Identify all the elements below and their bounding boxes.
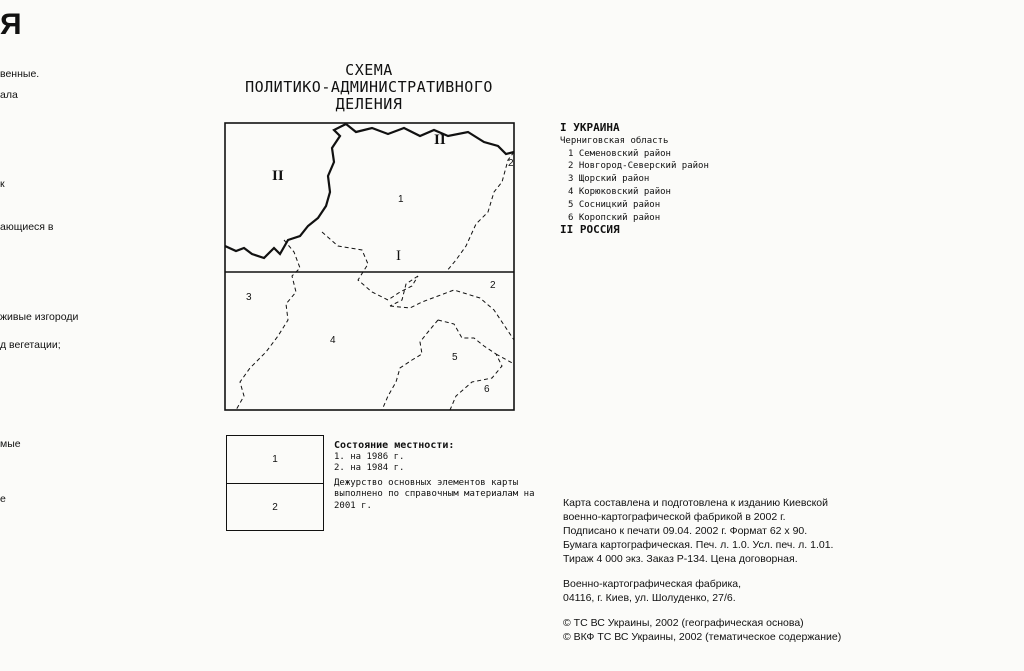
left-fragment-line: д вегетации; <box>0 339 61 351</box>
left-heading-letter: Я <box>0 8 22 41</box>
imprint-line: Подписано к печати 09.04. 2002 г. Формат 62 x 90. <box>563 525 808 537</box>
map-label-district-6: 6 <box>484 384 490 395</box>
copyright-line: © ТС ВС Украины, 2002 (географическая основа) <box>563 617 804 629</box>
state-border-west <box>225 124 346 258</box>
legend-district-item: 3 Щорский район <box>568 174 650 185</box>
map-legend <box>560 122 709 237</box>
terrain-state-cell-1: 1 <box>272 454 278 465</box>
terrain-state-item: 2. на 1984 г. <box>334 463 405 473</box>
legend-district-item: 5 Сосницкий район <box>568 199 661 210</box>
terrain-state-box <box>226 435 324 531</box>
terrain-state-item: 1. на 1986 г. <box>334 451 405 462</box>
legend-region: Черниговская область <box>560 135 669 146</box>
imprint-line: Тираж 4 000 экз. Заказ Р-134. Цена договорная. <box>563 553 798 565</box>
publisher-address-line: Военно-картографическая фабрика, <box>563 578 742 590</box>
terrain-state-cell-2: 2 <box>227 483 323 531</box>
copyright-line: © ВКФ ТС ВС Украины, 2002 (тематическое содержание) <box>563 631 842 643</box>
imprint-block <box>563 496 841 644</box>
schema-title <box>196 62 542 113</box>
state-border-north <box>346 124 514 154</box>
left-fragment-line: ала <box>0 89 18 101</box>
terrain-state-title: Состояние местности: <box>334 440 455 451</box>
left-fragment-line: живые изгороди <box>0 311 79 323</box>
legend-ukraine-header: I УКРАИНА <box>560 121 620 134</box>
publisher-address-line: 04116, г. Киев, ул. Шолуденко, 27/6. <box>563 592 736 604</box>
administrative-map <box>222 120 518 414</box>
map-label-district-2-lower: 2 <box>490 280 496 291</box>
map-label-russia-left: II <box>272 168 284 184</box>
map-frame <box>225 123 514 410</box>
district-boundaries <box>236 152 514 410</box>
left-fragment-line: к <box>0 178 5 190</box>
left-fragment-line: мые <box>0 438 21 450</box>
legend-russia-header: II РОССИЯ <box>560 223 620 237</box>
left-fragment-line: венные. <box>0 68 40 80</box>
imprint-line: Карта составлена и подготовлена к изданию Киевской <box>563 497 828 509</box>
terrain-state-note: Дежурство основных элементов карты выполнено по справочным материалам на 2001 г. <box>334 477 535 511</box>
map-label-district-5: 5 <box>452 352 458 363</box>
legend-district-item: 6 Коропский район <box>568 212 661 223</box>
map-label-russia-top: II <box>434 132 446 148</box>
schema-title-line: ПОЛИТИКО-АДМИНИСТРАТИВНОГО <box>245 78 493 96</box>
map-label-district-2-top: 2 <box>508 158 514 169</box>
left-fragment-line: е <box>0 493 6 505</box>
legend-district-item: 2 Новгород-Северский район <box>568 161 709 172</box>
left-fragment-line: ающиеся в <box>0 221 54 233</box>
map-label-district-4: 4 <box>330 335 336 346</box>
map-label-district-1: 1 <box>398 194 404 205</box>
map-label-district-3: 3 <box>246 292 252 303</box>
terrain-state-text <box>334 440 539 512</box>
imprint-line: Бумага картографическая. Печ. л. 1.0. Усл. печ. л. 1.01. <box>563 539 834 551</box>
schema-title-line: ДЕЛЕНИЯ <box>335 95 403 113</box>
legend-district-item: 4 Корюковский район <box>568 186 671 197</box>
schema-title-line: СХЕМА <box>345 61 393 79</box>
legend-district-item: 1 Семеновский район <box>568 148 671 159</box>
map-label-ukraine: I <box>396 248 401 264</box>
imprint-line: военно-картографической фабрикой в 2002 г. <box>563 511 786 523</box>
